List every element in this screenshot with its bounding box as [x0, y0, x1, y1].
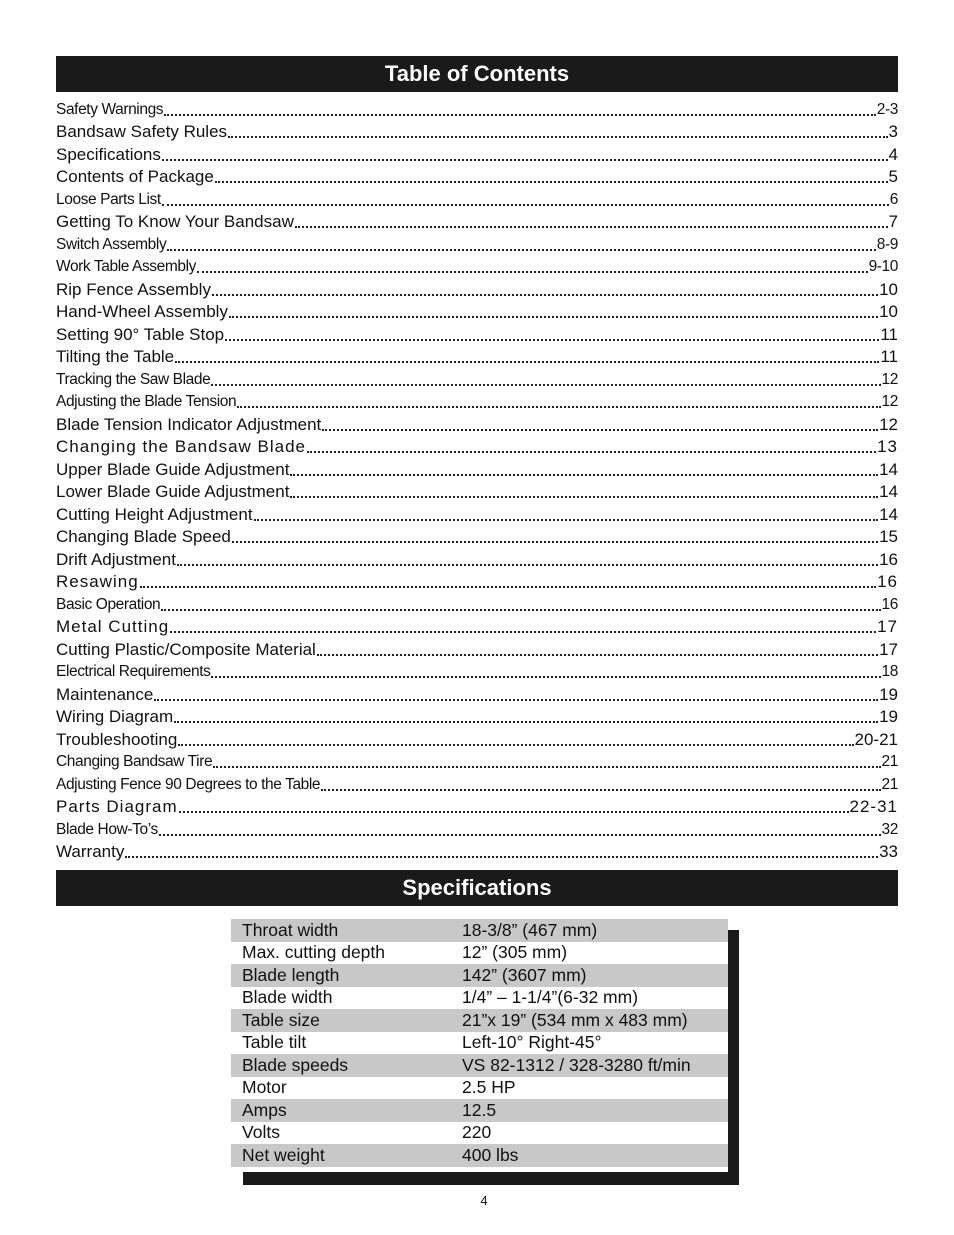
spec-row [231, 987, 728, 1010]
toc-entry [56, 277, 898, 300]
toc-entry [56, 637, 898, 660]
toc-entry-title: Bandsaw Safety Rules [56, 122, 228, 141]
toc-dot-leader [161, 609, 880, 611]
spec-row [231, 1077, 728, 1100]
toc-entry-page: 21 [881, 775, 898, 793]
toc-entry-page: 4 [888, 144, 898, 164]
toc-entry-page: 16 [879, 549, 898, 569]
toc-dot-leader [159, 834, 881, 836]
toc-entry-title: Getting To Know Your Bandsaw [56, 212, 294, 231]
toc-dot-leader [140, 586, 876, 588]
toc-entry-page: 17 [877, 617, 898, 636]
toc-dot-leader [154, 699, 878, 701]
specifications-heading: Specifications [56, 870, 898, 906]
toc-dot-leader [254, 519, 879, 521]
toc-entry-title: Electrical Requirements [56, 663, 211, 680]
toc-entry-title: Upper Blade Guide Adjustment [56, 459, 290, 479]
toc-dot-leader [213, 766, 880, 768]
page-number: 4 [480, 1193, 488, 1208]
toc-entry-title: Specifications [56, 144, 161, 164]
toc-entry-page: 14 [879, 459, 898, 479]
spec-value: 1/4” – 1-1/4”(6-32 mm) [462, 987, 639, 1008]
spec-row [231, 1054, 728, 1077]
toc-entry-page: 18 [881, 663, 898, 680]
toc-dot-leader [290, 496, 878, 498]
spec-label: Blade length [242, 964, 340, 985]
toc-dot-leader [164, 114, 876, 116]
toc-dot-leader [170, 631, 876, 633]
toc-entry-title: Basic Operation [56, 595, 161, 613]
spec-label: Net weight [242, 1144, 325, 1165]
spec-value: 12” (305 mm) [462, 942, 568, 963]
toc-entry-title: Hand-Wheel Assembly [56, 302, 228, 321]
toc-entry [56, 142, 898, 165]
toc-dot-leader [162, 159, 888, 161]
toc-entry-page: 21 [881, 753, 898, 770]
toc-dot-leader [215, 181, 888, 183]
toc-entry-page: 16 [881, 595, 898, 613]
toc-dot-leader [179, 811, 849, 813]
toc-dot-leader [174, 721, 878, 723]
spec-label: Table size [242, 1009, 320, 1030]
spec-value: Left-10° Right-45° [462, 1032, 602, 1053]
toc-entry-title: Blade How-To’s [56, 820, 158, 838]
spec-value: 21”x 19” (534 mm x 483 mm) [462, 1009, 688, 1030]
spec-row [231, 1032, 728, 1055]
toc-dot-leader [317, 654, 878, 656]
spec-row [231, 1144, 728, 1167]
spec-row [231, 1099, 728, 1122]
toc-entry-page: 7 [888, 212, 898, 231]
toc-entry [56, 525, 898, 548]
toc-entry [56, 210, 898, 233]
spec-value: VS 82-1312 / 328-3280 ft/min [462, 1054, 691, 1075]
toc-dot-leader [307, 451, 876, 453]
spec-row [231, 1122, 728, 1145]
toc-entry-page: 13 [877, 437, 898, 456]
toc-entry [56, 97, 898, 120]
toc-entry-page: 19 [879, 707, 898, 726]
toc-entry-page: 12 [881, 370, 898, 388]
toc-entry-title: Setting 90° Table Stop [56, 324, 225, 344]
toc-entry [56, 345, 898, 368]
toc-entry-page: 14 [879, 504, 898, 524]
toc-entry-page: 16 [877, 572, 898, 591]
spec-row [231, 942, 728, 965]
spec-value: 18-3/8” (467 mm) [462, 919, 598, 940]
toc-entry [56, 502, 898, 525]
toc-entry-title: Cutting Height Adjustment [56, 504, 253, 524]
toc-entry-title: Rip Fence Assembly [56, 279, 211, 299]
spec-row [231, 964, 728, 987]
toc-dot-leader [162, 204, 889, 206]
toc-entry-title: Resawing [56, 572, 139, 591]
toc-entry-title: Adjusting the Blade Tension [56, 393, 237, 410]
spec-label: Blade width [242, 987, 333, 1008]
toc-entry-page: 2-3 [876, 100, 898, 118]
toc-entry [56, 457, 898, 480]
toc-entry-title: Maintenance [56, 684, 154, 704]
toc-entry-page: 15 [879, 527, 898, 546]
toc-dot-leader [232, 541, 878, 543]
toc-entry-title: Switch Assembly [56, 235, 167, 253]
toc-entry [56, 592, 898, 615]
toc-entry-title: Troubleshooting [56, 729, 178, 749]
toc-entry-page: 3 [888, 122, 898, 141]
toc-entry [56, 682, 898, 705]
toc-entry-title: Lower Blade Guide Adjustment [56, 482, 290, 501]
toc-entry-page: 10 [879, 279, 898, 299]
toc-dot-leader [228, 136, 887, 138]
toc-entry-page: 12 [881, 393, 898, 410]
toc-entry-page: 6 [889, 190, 898, 208]
toc-entry-page: 12 [879, 414, 898, 434]
toc-dot-leader [229, 316, 878, 318]
toc-entry [56, 255, 898, 278]
toc-dot-leader [178, 744, 853, 746]
toc-dot-leader [211, 676, 880, 678]
toc-dot-leader [237, 406, 880, 408]
toc-dot-leader [125, 856, 878, 858]
toc-entry-title: Safety Warnings [56, 100, 164, 118]
toc-dot-leader [225, 339, 879, 341]
toc-entry-page: 17 [879, 639, 898, 659]
toc-entry [56, 120, 898, 143]
toc-entry [56, 660, 898, 683]
toc-entry [56, 300, 898, 323]
spec-value: 142” (3607 mm) [462, 964, 587, 985]
toc-entry-title: Changing Blade Speed [56, 527, 231, 546]
specifications-table [231, 919, 728, 1172]
toc-entry [56, 795, 898, 818]
toc-entry [56, 322, 898, 345]
toc-entry [56, 750, 898, 773]
toc-entry-title: Loose Parts List [56, 190, 161, 208]
toc-dot-leader [295, 226, 888, 228]
toc-entry-page: 33 [879, 842, 898, 861]
toc-entry-page: 19 [879, 684, 898, 704]
toc-entry [56, 817, 898, 840]
toc-entry-page: 9-10 [868, 258, 898, 275]
spec-row [231, 1009, 728, 1032]
spec-label: Motor [242, 1077, 287, 1098]
toc-entry [56, 840, 898, 863]
toc-entry [56, 570, 898, 593]
toc-entry [56, 367, 898, 390]
spec-label: Volts [242, 1122, 280, 1143]
toc-entry [56, 480, 898, 503]
spec-value: 220 [462, 1122, 492, 1143]
toc-dot-leader [167, 249, 876, 251]
toc-entry-page: 11 [880, 324, 898, 344]
toc-entry-title: Tilting the Table [56, 347, 175, 366]
spec-row [231, 919, 728, 942]
toc-dot-leader [175, 361, 879, 363]
toc-entry-page: 10 [879, 302, 898, 321]
toc-entry-title: Blade Tension Indicator Adjustment [56, 414, 322, 434]
spec-value: 400 lbs [462, 1144, 519, 1165]
toc-dot-leader [197, 271, 868, 273]
toc-entry-page: 22-31 [849, 797, 898, 816]
spec-value: 2.5 HP [462, 1077, 516, 1098]
toc-entry [56, 615, 898, 638]
toc-heading: Table of Contents [56, 56, 898, 92]
toc-entry [56, 727, 898, 750]
toc-entry-page: 32 [881, 820, 898, 838]
toc-entry [56, 435, 898, 458]
toc-entry [56, 705, 898, 728]
toc-entry-page: 20-21 [854, 729, 898, 749]
toc-entry [56, 165, 898, 188]
toc-entry [56, 187, 898, 210]
toc-entry-title: Wiring Diagram [56, 707, 174, 726]
toc-entry-title: Contents of Package [56, 167, 214, 186]
toc-entry-title: Cutting Plastic/Composite Material [56, 639, 316, 659]
spec-label: Table tilt [242, 1032, 307, 1053]
spec-label: Max. cutting depth [242, 942, 385, 963]
toc-entry [56, 390, 898, 413]
toc-entry [56, 412, 898, 435]
spec-label: Throat width [242, 919, 339, 940]
toc-entry-title: Warranty [56, 842, 125, 861]
toc-entry-title: Drift Adjustment [56, 549, 176, 569]
toc-entry [56, 232, 898, 255]
toc-entry-title: Parts Diagram [56, 797, 178, 816]
toc-entry-title: Tracking the Saw Blade [56, 370, 211, 388]
toc-list [56, 97, 898, 862]
toc-entry-page: 14 [879, 482, 898, 501]
spec-label: Blade speeds [242, 1054, 349, 1075]
toc-entry-title: Changing the Bandsaw Blade [56, 437, 306, 456]
toc-entry [56, 772, 898, 795]
toc-entry-title: Metal Cutting [56, 617, 170, 636]
toc-entry [56, 547, 898, 570]
spec-label: Amps [242, 1099, 287, 1120]
toc-entry-title: Work Table Assembly [56, 258, 196, 275]
toc-entry-title: Adjusting Fence 90 Degrees to the Table [56, 775, 321, 793]
toc-dot-leader [211, 384, 880, 386]
toc-entry-page: 8-9 [876, 235, 898, 253]
toc-dot-leader [177, 564, 878, 566]
toc-entry-page: 11 [880, 347, 898, 366]
toc-dot-leader [212, 294, 878, 296]
toc-entry-page: 5 [888, 167, 898, 186]
spec-value: 12.5 [462, 1099, 497, 1120]
toc-entry-title: Changing Bandsaw Tire [56, 753, 213, 770]
toc-dot-leader [321, 789, 880, 791]
toc-dot-leader [290, 474, 878, 476]
toc-dot-leader [322, 429, 878, 431]
